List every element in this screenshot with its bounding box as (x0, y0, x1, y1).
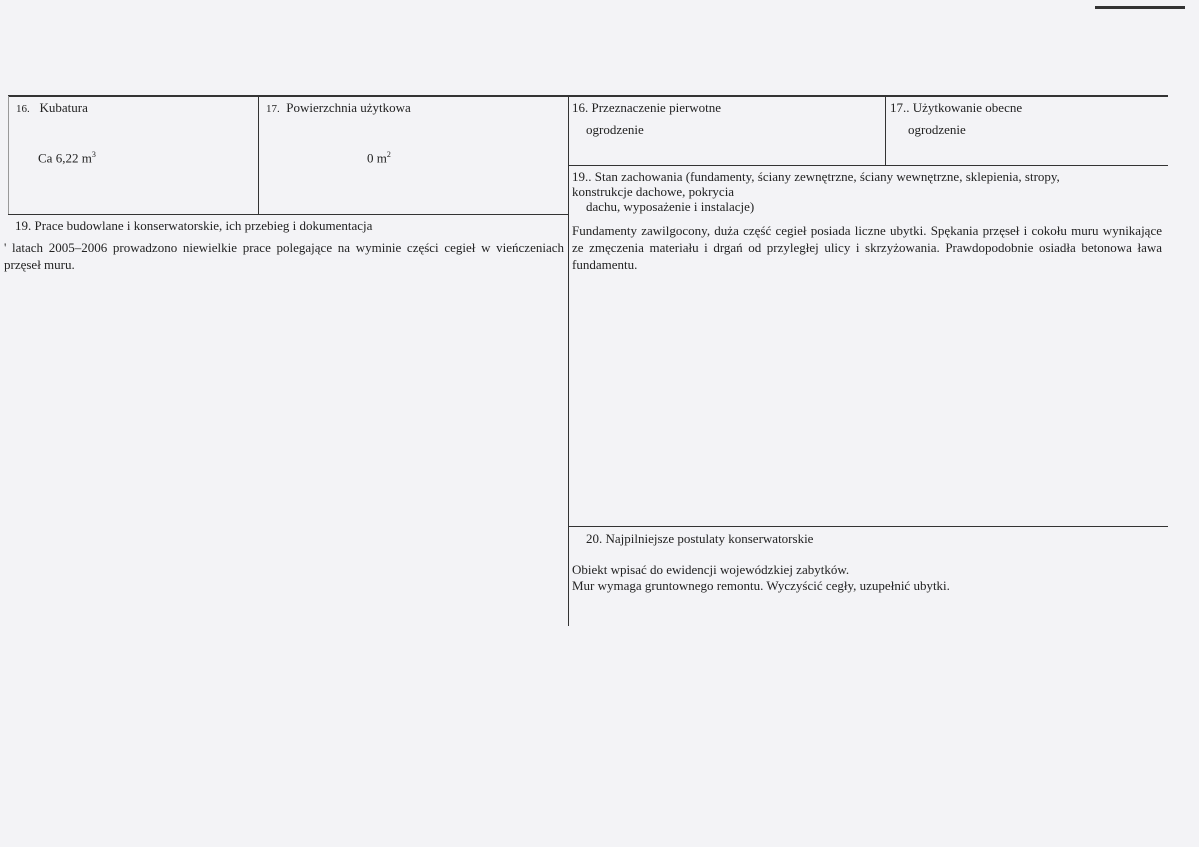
przeznaczenie-value: ogrodzenie (586, 122, 644, 137)
row-divider (568, 165, 1168, 166)
powierzchnia-value: 0 $m^2$ (367, 150, 391, 166)
divider (258, 96, 259, 214)
powierzchnia-label: 17. Powierzchnia użytkowa (266, 100, 411, 115)
row-divider (568, 526, 1168, 527)
uzytkowanie-value: ogrodzenie (908, 122, 966, 137)
postulaty-label: 20. Najpilniejsze postulaty konserwatorskie (586, 531, 814, 546)
kubatura-value: Ca 6,22 $m^3$ (38, 150, 96, 166)
postulaty-line-2: Mur wymaga gruntownego remontu. Wyczyścić cegły, uzupełnić ubytki. (572, 578, 950, 593)
row-divider (8, 214, 568, 215)
postulaty-line-1: Obiekt wpisać do ewidencji wojewódzkiej zabytków. (572, 562, 850, 577)
stan-label-2: konstrukcje dachowe, pokrycia (572, 184, 735, 199)
kubatura-label: 16. Kubatura (16, 100, 88, 115)
stan-text: Fundamenty zawilgocony, duża część cegieł posiada liczne ubytki. Spękania przęseł i cokołu muru wynikające ze zmęczenia materiału i drgań od przyległej ulicy i skrzyżowania. Prawdopodobnie osiadła betonowa ława fundamentu. (572, 223, 1162, 272)
przeznaczenie-label: 16. Przeznaczenie pierwotne (572, 100, 722, 115)
left-border (8, 96, 9, 214)
table-top-border (8, 95, 1168, 97)
prace-label: 19. Prace budowlane i konserwatorskie, ich przebieg i dokumentacja (15, 218, 373, 233)
center-divider (568, 96, 569, 626)
scan-edge-mark (1095, 6, 1185, 9)
divider (885, 96, 886, 165)
stan-label-1: 19.. Stan zachowania (fundamenty, ściany zewnętrzne, ściany wewnętrzne, sklepienia, stropy, (572, 169, 1060, 184)
prace-text: ' latach 2005–2006 prowadzono niewielkie prace polegające na wyminie części cegieł w vieńczeniach przęseł muru. (4, 240, 564, 272)
stan-label-3: dachu, wyposażenie i instalacje) (586, 199, 755, 214)
uzytkowanie-label: 17.. Użytkowanie obecne (890, 100, 1023, 115)
